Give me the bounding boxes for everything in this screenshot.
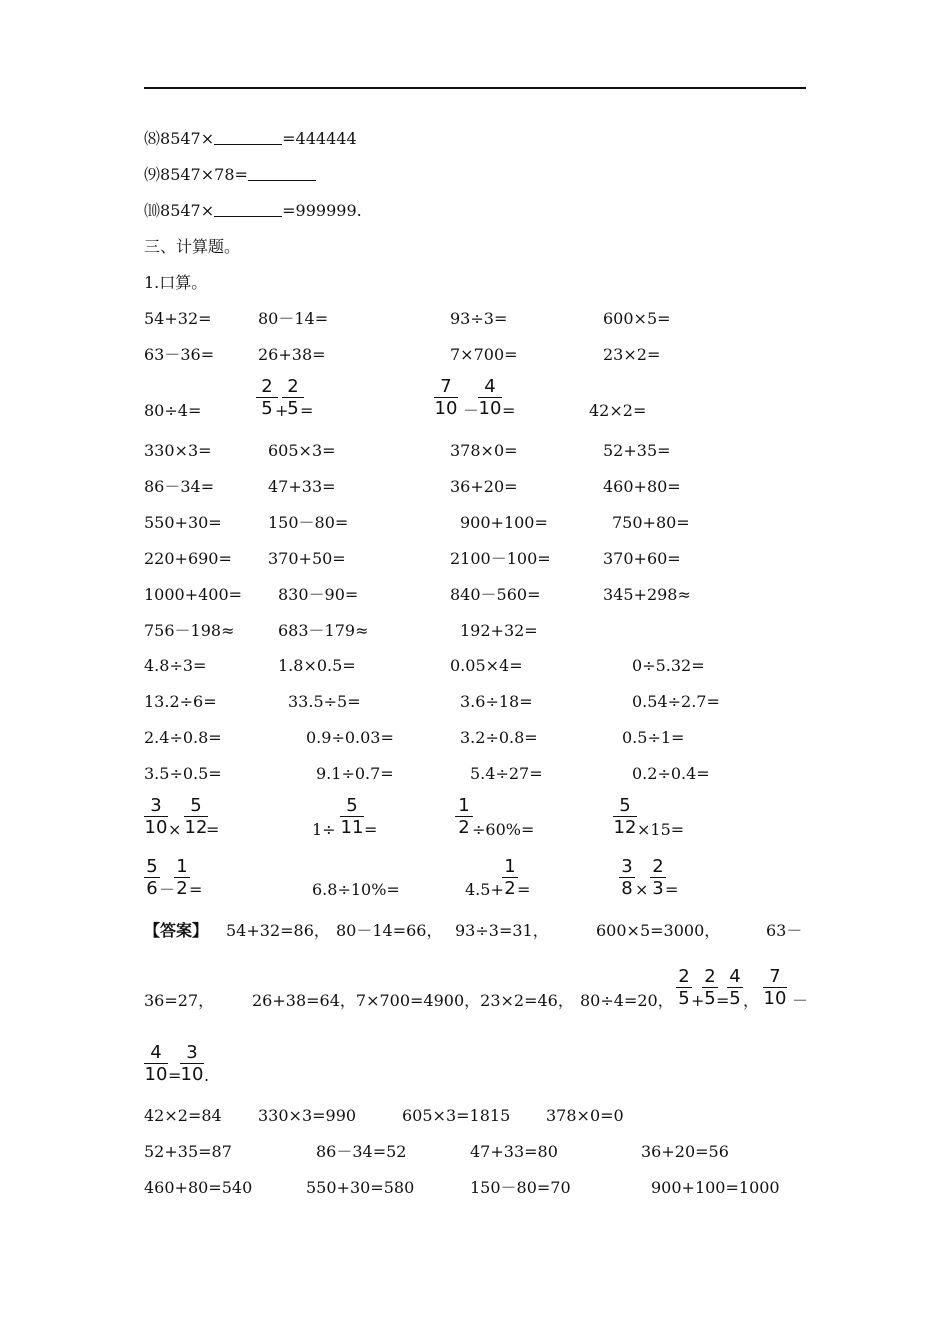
problem: 7×700=	[450, 345, 518, 364]
answer-text: 150－80=70	[470, 1178, 571, 1197]
problem: 26+38=	[258, 345, 326, 364]
problem: 36+20=	[450, 477, 518, 496]
fill-item-9: ⑼8547×78=	[144, 165, 316, 185]
problem: 550+30=	[144, 513, 222, 532]
problem: 192+32=	[460, 621, 538, 640]
answer-blank[interactable]	[248, 165, 316, 181]
problem: 0÷5.32=	[632, 656, 705, 675]
answer-text: 605×3=1815	[402, 1106, 511, 1125]
problem: 3.5÷0.5=	[144, 764, 222, 783]
answer-text: 330×3=990	[258, 1106, 357, 1125]
problem: 3.2÷0.8=	[460, 728, 538, 747]
answer-text: 52+35=87	[144, 1142, 232, 1161]
answer-text: 86－34=52	[316, 1142, 407, 1161]
problem: 605×3=	[268, 441, 336, 460]
answer-text: 47+33=80	[470, 1142, 558, 1161]
header-rule	[144, 87, 806, 89]
problem: 0.2÷0.4=	[632, 764, 710, 783]
subsection-title: 1.口算。	[144, 273, 208, 292]
problem: 4.8÷3=	[144, 656, 207, 675]
answer-blank[interactable]	[214, 201, 282, 217]
problem: 0.54÷2.7=	[632, 692, 720, 711]
problem: 93÷3=	[450, 309, 508, 328]
problem: 6.8÷10%=	[312, 880, 400, 899]
problem: 42×2=	[589, 401, 647, 420]
problem: 150－80=	[268, 513, 349, 532]
problem: 900+100=	[460, 513, 548, 532]
problem: 460+80=	[603, 477, 681, 496]
problem: 683－179≈	[278, 621, 369, 640]
problem: 52+35=	[603, 441, 671, 460]
problem: 47+33=	[268, 477, 336, 496]
answer-label: 【答案】	[144, 921, 209, 940]
problem: 750+80=	[612, 513, 690, 532]
answer-text: 93÷3=31，	[455, 921, 549, 940]
fill-item-8: ⑻8547× =444444	[144, 129, 357, 148]
problem: 13.2÷6=	[144, 692, 217, 711]
section-title: 三、计算题。	[144, 237, 241, 256]
answer-text: 36+20=56	[641, 1142, 729, 1161]
problem: 345+298≈	[603, 585, 691, 604]
problem: 0.9÷0.03=	[306, 728, 394, 747]
problem: 23×2=	[603, 345, 661, 364]
problem: 80－14=	[258, 309, 329, 328]
answer-text: 900+100=1000	[651, 1178, 780, 1197]
problem: 600×5=	[603, 309, 671, 328]
problem: 830－90=	[278, 585, 359, 604]
problem: 33.5÷5=	[288, 692, 361, 711]
fill-item-10: ⑽8547× =999999.	[144, 201, 362, 220]
answer-text: 36=27，	[144, 991, 215, 1010]
answer-blank[interactable]	[214, 129, 282, 145]
problem: 756－198≈	[144, 621, 235, 640]
answer-text: 80－14=66，	[336, 921, 443, 940]
problem: 220+690=	[144, 549, 232, 568]
problem: 86－34=	[144, 477, 215, 496]
problem: 1000+400=	[144, 585, 243, 604]
problem: 9.1÷0.7=	[316, 764, 394, 783]
answer-text: 42×2=84	[144, 1106, 222, 1125]
problem: 2.4÷0.8=	[144, 728, 222, 747]
problem: 0.05×4=	[450, 656, 523, 675]
problem: 80÷4=	[144, 401, 202, 420]
answer-text: 26+38=64，7×700=4900，23×2=46，	[252, 991, 574, 1010]
answer-text: 63－	[766, 921, 803, 940]
problem: 370+60=	[603, 549, 681, 568]
problem: 5.4÷27=	[470, 764, 543, 783]
answer-text: 550+30=580	[306, 1178, 415, 1197]
answer-text: 80÷4=20，	[580, 991, 674, 1010]
problem: 370+50=	[268, 549, 346, 568]
answer-text: 600×5=3000，	[596, 921, 721, 940]
problem: 378×0=	[450, 441, 518, 460]
problem: 840－560=	[450, 585, 541, 604]
problem: 1.8×0.5=	[278, 656, 356, 675]
problem: 63－36=	[144, 345, 215, 364]
problem: 330×3=	[144, 441, 212, 460]
problem: 2100－100=	[450, 549, 551, 568]
problem: 3.6÷18=	[460, 692, 533, 711]
answer-text: 54+32=86，	[226, 921, 330, 940]
answer-text: 378×0=0	[546, 1106, 624, 1125]
problem: 54+32=	[144, 309, 212, 328]
problem: 0.5÷1=	[622, 728, 685, 747]
answer-text: 460+80=540	[144, 1178, 253, 1197]
